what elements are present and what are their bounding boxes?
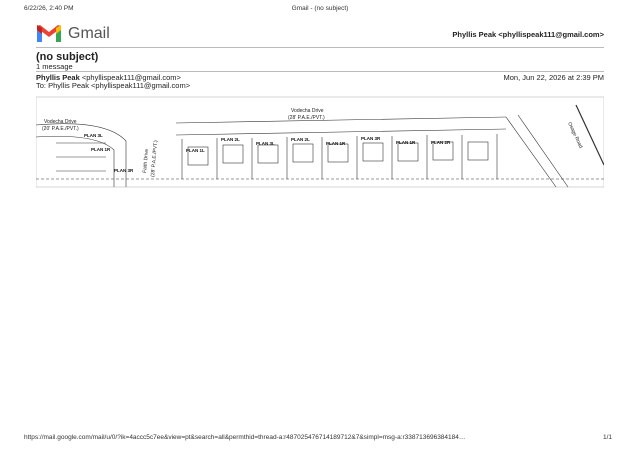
plan-label: PLAN 1R [91, 147, 111, 152]
site-plan-drawing [36, 95, 604, 195]
plan-label: PLAN 1R [326, 141, 346, 146]
street-label: (28' P.A.E./PVT.) [288, 115, 325, 121]
plan-label: PLAN 3R [361, 136, 381, 141]
print-page-title: Gmail - (no subject) [291, 5, 349, 12]
header-divider [36, 47, 604, 48]
street-label: (28' P.A.E./PVT.) [150, 140, 160, 178]
thread-divider [36, 71, 604, 72]
plan-label: PLAN 1L [186, 148, 205, 153]
account-label: Phyllis Peak <phyllispeak111@gmail.com> [452, 30, 604, 39]
recipient: To: Phyllis Peak <phyllispeak111@gmail.com> [36, 81, 191, 90]
gmail-m-icon [36, 24, 62, 44]
sender-name: Phyllis Peak [36, 73, 80, 82]
print-page-number: 1/1 [602, 434, 612, 441]
plan-label: PLAN 2L [291, 137, 310, 142]
plan-label: PLAN 3L [256, 141, 275, 146]
sender-email: <phyllispeak111@gmail.com> [81, 73, 181, 82]
street-label: Vodecha Drive [291, 108, 324, 114]
street-label: (20' P.A.E./PVT.) [42, 126, 79, 132]
gmail-wordmark: Gmail [68, 25, 110, 42]
street-label: Osage Road [566, 121, 584, 150]
street-label: Vodecha Drive [44, 119, 77, 125]
street-label: Faith Drive [142, 148, 151, 174]
thread-subject: (no subject) [36, 51, 99, 63]
plan-label: PLAN 3L [84, 133, 103, 138]
message-date: Mon, Jun 22, 2026 at 2:39 PM [503, 73, 604, 82]
print-datetime: 6/22/26, 2:40 PM [24, 5, 74, 12]
plan-label: PLAN 2L [221, 137, 240, 142]
print-url: https://mail.google.com/mail/u/0/?ik=4accc5c7ee&view=pt&search=all&permthid=thread-a:r487025476714189712&7&simpl=msg-a:r338713696384184… [24, 434, 466, 441]
plan-label: PLAN 1R [396, 140, 416, 145]
plan-label: PLAN 2R [431, 140, 451, 145]
plan-label: PLAN 3R [114, 168, 134, 173]
message-count: 1 message [36, 62, 73, 71]
gmail-logo [36, 24, 110, 44]
